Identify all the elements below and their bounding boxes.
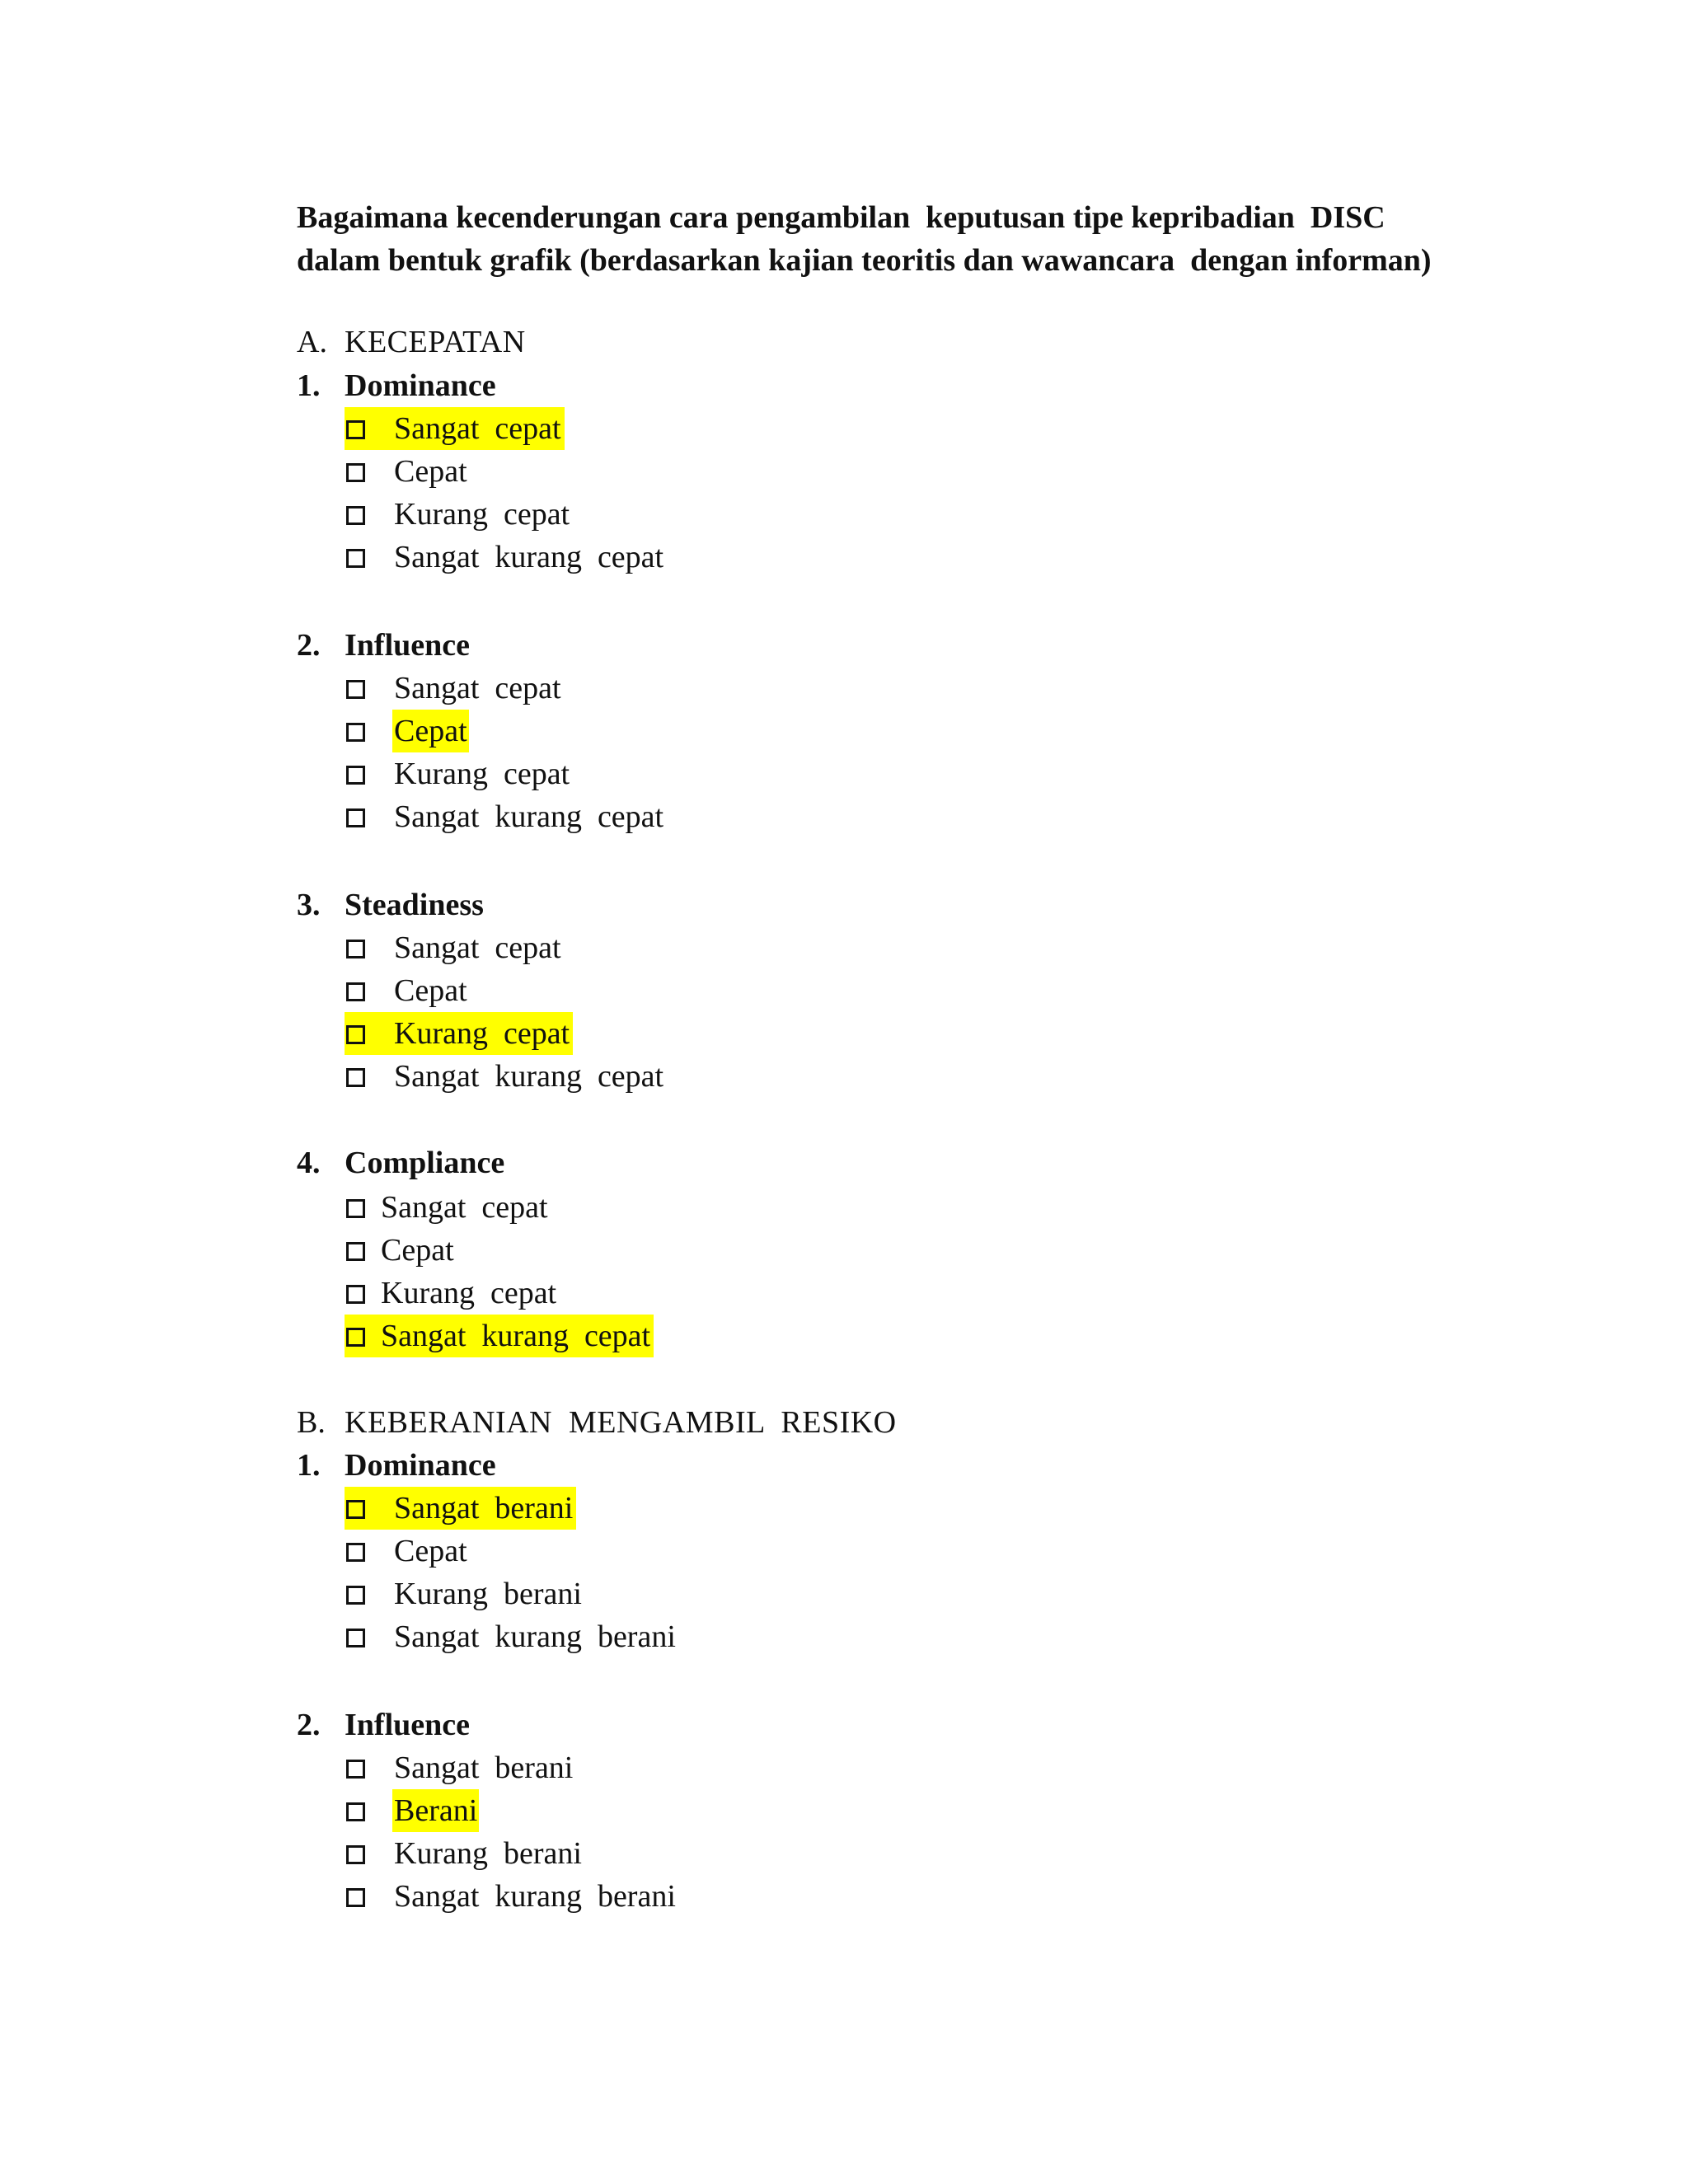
question-a4-heading	[297, 1141, 504, 1184]
section-letter: A.	[297, 325, 327, 359]
checkbox-icon[interactable]	[346, 506, 365, 525]
question-a2-heading	[297, 624, 470, 667]
option-a3-1[interactable]	[345, 926, 565, 969]
section-label: KEBERANIAN MENGAMBIL RESIKO	[345, 1405, 897, 1440]
question-b1-heading	[297, 1444, 496, 1487]
question-number: 2.	[297, 1708, 321, 1742]
checkbox-icon[interactable]	[346, 463, 365, 482]
option-b2-3[interactable]	[345, 1832, 585, 1875]
option-a3-4[interactable]	[345, 1055, 667, 1098]
question-label: Dominance	[345, 368, 496, 403]
option-label: Sangat kurang cepat	[394, 1059, 664, 1094]
section-label: KECEPATAN	[345, 325, 526, 359]
option-label: Kurang cepat	[394, 757, 570, 791]
question-a1-heading	[297, 364, 496, 407]
question-label: Steadiness	[345, 888, 484, 922]
option-label: Sangat cepat	[394, 930, 561, 965]
option-label: Kurang cepat	[381, 1276, 557, 1310]
option-label: Cepat	[394, 1534, 467, 1568]
checkbox-icon[interactable]	[346, 1328, 365, 1347]
option-label: Sangat kurang cepat	[394, 540, 664, 574]
checkbox-icon[interactable]	[346, 940, 365, 958]
option-b1-2[interactable]	[345, 1530, 471, 1572]
question-b2-heading	[297, 1704, 470, 1746]
checkbox-icon[interactable]	[346, 1500, 365, 1519]
option-a1-1-selected[interactable]	[345, 407, 565, 450]
option-label: Kurang berani	[394, 1836, 582, 1871]
option-b2-2-selected[interactable]	[345, 1789, 482, 1832]
checkbox-icon[interactable]	[346, 1629, 365, 1647]
option-label: Kurang berani	[394, 1577, 582, 1611]
section-b-heading	[297, 1401, 897, 1444]
option-b2-4[interactable]	[345, 1875, 679, 1918]
checkbox-icon[interactable]	[346, 420, 365, 439]
option-label: Cepat	[381, 1233, 454, 1268]
option-label: Sangat berani	[394, 1491, 574, 1526]
option-a2-1[interactable]	[345, 667, 565, 710]
option-a2-4[interactable]	[345, 795, 667, 838]
question-a3-heading	[297, 883, 484, 926]
question-number: 4.	[297, 1146, 321, 1180]
option-label: Sangat kurang berani	[394, 1619, 676, 1654]
option-label: Kurang cepat	[394, 497, 570, 532]
section-letter: B.	[297, 1405, 326, 1440]
option-a1-4[interactable]	[345, 536, 667, 579]
option-label: Sangat berani	[394, 1750, 574, 1785]
option-label: Cepat	[394, 454, 467, 489]
document-title	[297, 196, 1533, 282]
option-label: Sangat kurang cepat	[394, 799, 664, 834]
option-label: Kurang cepat	[394, 1016, 570, 1051]
option-a4-3[interactable]	[345, 1272, 560, 1315]
option-label: Berani	[392, 1789, 479, 1832]
question-label: Influence	[345, 1708, 470, 1742]
question-number: 2.	[297, 628, 321, 663]
title-line-1: Bagaimana kecenderungan cara pengambilan keputusan tipe kepribadian DISC	[297, 200, 1386, 235]
checkbox-icon[interactable]	[346, 1025, 365, 1044]
checkbox-icon[interactable]	[346, 1068, 365, 1087]
question-label: Influence	[345, 628, 470, 663]
question-label: Dominance	[345, 1448, 496, 1483]
option-a4-4-selected[interactable]	[345, 1315, 654, 1357]
option-b1-1-selected[interactable]	[345, 1487, 576, 1530]
section-a-heading	[297, 321, 526, 363]
checkbox-icon[interactable]	[346, 1543, 365, 1562]
option-label: Cepat	[394, 973, 467, 1008]
checkbox-icon[interactable]	[346, 1285, 365, 1304]
option-label: Sangat cepat	[394, 411, 561, 446]
option-a4-1[interactable]	[345, 1186, 551, 1229]
option-label: Sangat kurang cepat	[381, 1319, 651, 1353]
checkbox-icon[interactable]	[346, 766, 365, 785]
checkbox-icon[interactable]	[346, 1888, 365, 1907]
question-number: 3.	[297, 888, 321, 922]
option-a2-3[interactable]	[345, 752, 573, 795]
option-label: Sangat cepat	[381, 1190, 548, 1225]
option-a3-3-selected[interactable]	[345, 1012, 573, 1055]
checkbox-icon[interactable]	[346, 1242, 365, 1261]
option-b1-3[interactable]	[345, 1572, 585, 1615]
option-label: Sangat cepat	[394, 671, 561, 705]
option-a4-2[interactable]	[345, 1229, 457, 1272]
checkbox-icon[interactable]	[346, 1760, 365, 1779]
option-b2-1[interactable]	[345, 1746, 576, 1789]
checkbox-icon[interactable]	[346, 1802, 365, 1821]
checkbox-icon[interactable]	[346, 549, 365, 568]
checkbox-icon[interactable]	[346, 1586, 365, 1605]
checkbox-icon[interactable]	[346, 723, 365, 742]
option-a2-2-selected[interactable]	[345, 710, 472, 752]
question-number: 1.	[297, 1448, 321, 1483]
checkbox-icon[interactable]	[346, 1199, 365, 1218]
title-line-2: dalam bentuk grafik (berdasarkan kajian teoritis dan wawancara dengan informan)	[297, 243, 1432, 278]
checkbox-icon[interactable]	[346, 982, 365, 1001]
checkbox-icon[interactable]	[346, 1845, 365, 1864]
checkbox-icon[interactable]	[346, 808, 365, 827]
option-label: Sangat kurang berani	[394, 1879, 676, 1914]
option-b1-4[interactable]	[345, 1615, 679, 1658]
checkbox-icon[interactable]	[346, 680, 365, 699]
option-label: Cepat	[392, 710, 469, 752]
option-a1-2[interactable]	[345, 450, 471, 493]
question-label: Compliance	[345, 1146, 505, 1180]
option-a3-2[interactable]	[345, 969, 471, 1012]
option-a1-3[interactable]	[345, 493, 573, 536]
question-number: 1.	[297, 368, 321, 403]
